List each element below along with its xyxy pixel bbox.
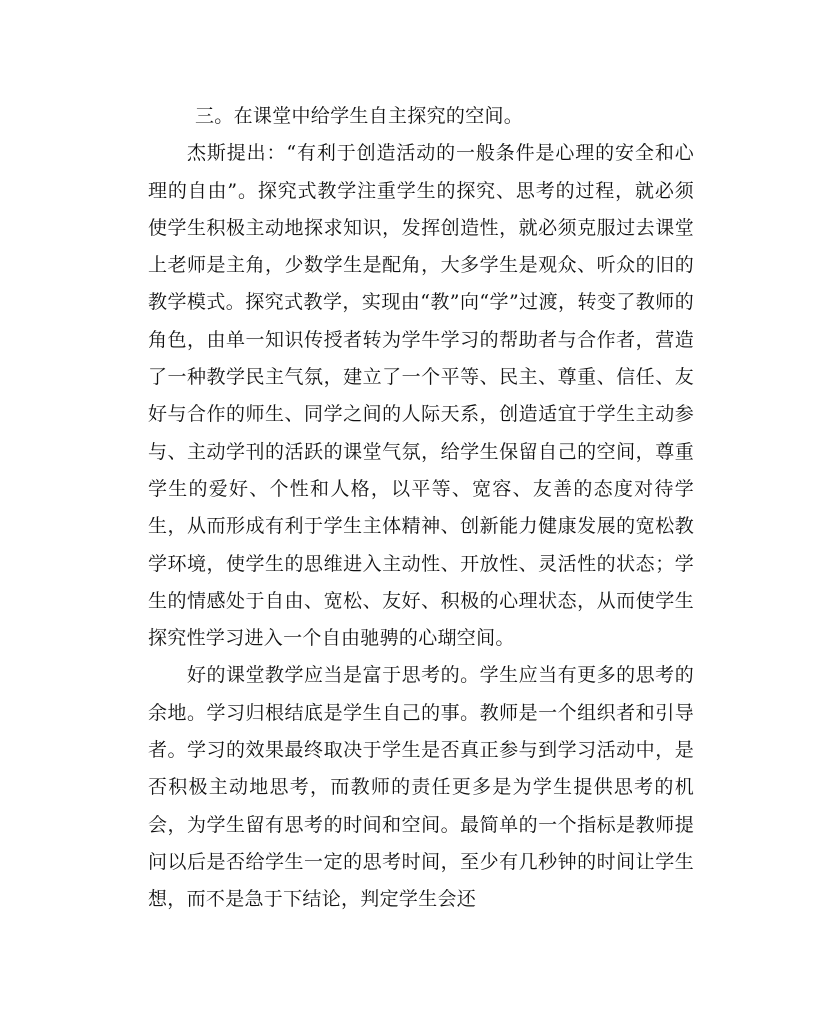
section-heading: 三。在课堂中给学生自主探究的空间。 <box>195 105 524 127</box>
paragraph-2: 好的课堂教学应当是富于思考的。学生应当有更多的思考的余地。学习归根结底是学生自己的事。教师是一个组织者和引导者。学习的效果最终取决于学生是否真正参与到学习活动中，是否积极主动地思考，而教师的责任更多是为学生提供思考的机会，为学生留有思考的时间和空间。最简单的一个指标是教师提问以后是否给学生一定的思考时间，至少有几秒钟的时间让学生想，而不是急于下结论，判定学生会还 <box>148 664 694 911</box>
document-body <box>148 98 694 919</box>
paragraph-1: 杰斯提出：“有利于创造活动的一般条件是心理的安全和心理的自由”。探究式教学注重学生的探究、思考的过程，就必须使学生积极主动地探求知识，发挥创造性，就必须克服过去课堂上老师是主角，少数学生是配角，大多学生是观众、听众的旧的教学模式。探究式教学，实现由“教”向“学”过渡，转变了教师的角色，由单一知识传授者转为学牛学习的帮助者与合作者，营造了一种教学民主气氛，建立了一个平等、民主、尊重、信任、友好与合作的师生、同学之间的人际天系，创造适宜于学生主动参与、主动学刊的活跃的课堂气氛，给学生保留自己的空间，尊重学生的爱好、个性和人格，以平等、宽容、友善的态度对待学生，从而形成有利于学生主体精神、创新能力健康发展的宽松教学环境，使学生的思维进入主动性、开放性、灵活性的状态；学生的情感处于自由、宽松、友好、积极的心理状态，从而使学生探究性学习进入一个自由驰骋的心瑚空间。 <box>148 142 694 650</box>
